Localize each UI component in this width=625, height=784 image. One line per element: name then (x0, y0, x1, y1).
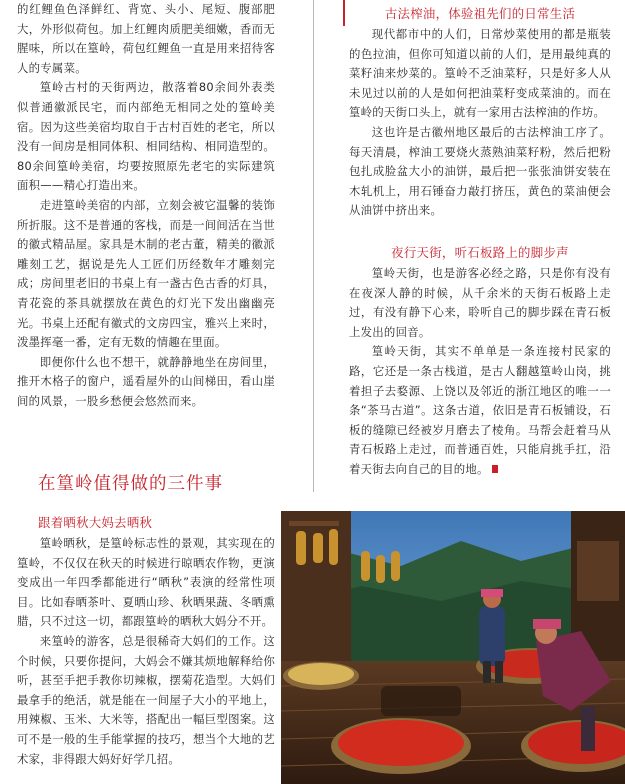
column-divider (313, 0, 314, 492)
paragraph: 走进篁岭美宿的内部，立刻会被它温馨的装饰所折服。这不是普通的客栈，而是一间间活在当世的徽式精品屋。家具是木制的老古董，精美的徽派雕刻工艺，据说是先人工匠们历经数年才雕刻完成；房间里老旧的书桌上有一盏古色古香的灯具，青花瓷的茶具就摆放在黄色的灯光下发出幽幽亮光。书桌上还配有徽式的文房四宝，雅兴上来时，泼墨挥毫一番，定有无数的情趣在里面。 (17, 197, 275, 350)
paragraph: 篁岭晒秋，是篁岭标志性的景观，其实现在的篁岭，不仅仅在秋天的时候进行晾晒农作物，更演变成出一年四季都能进行“晒秋”表演的经常性项目。比如春晒茶叶、夏晒山珍、秋晒果蔬、冬晒熏腊，只不过这一切，都跟篁岭的晒秋大妈分不开。 (17, 536, 275, 629)
section-text (17, 513, 275, 769)
paragraph-text: 篁岭天街，其实不单单是一条连接村民家的路，它还是一条古栈道，是古人翻越篁岭山岗，挑着担子去婺源、上饶以及邻近的浙江地区的唯一一条“茶马古道”。这条古道，依旧是青石板铺设，石板的缝隙已经被岁月磨去了棱角。马帮会赶着马从青石板路上走过，而普通百姓，只能肩挑手扛，沿着天街去向自己的目的地。 (349, 344, 611, 476)
section-title: 在篁岭值得做的三件事 (38, 474, 223, 494)
paragraph: 来篁岭的游客，总是很稀奇大妈们的工作。这个时候，只要你提问，大妈会不嫌其烦地解释给你听，甚至手把手教你切辣椒，摆菊花造型。大妈们最拿手的绝活，就是能在一间屋子大小的平地上，用辣椒、玉米、大米等，搭配出一幅巨型图案。这可不是一般的生手能掌握的技巧，想当个大地的艺术家，非得跟大妈好好学几招。 (17, 633, 275, 766)
paragraph: 这也许是古徽州地区最后的古法榨油工序了。每天清晨，榨油工要烧火蒸熟油菜籽粉，然后把粉包扎成脸盆大小的油饼，最后把一张张油饼安装在木轧机上，用石锤奋力敲打挤压，黄色的菜油便会从油饼中挤出来。 (349, 124, 611, 218)
paragraph: 的红鲤鱼色泽鲜红、背宽、头小、尾短、腹部肥大，外形似荷包。加上红鲤肉质肥美细嫩，香而无腥味，所以在篁岭，荷包红鲤鱼一直是用来招待客人的专属菜。 (17, 2, 275, 75)
paragraph (349, 342, 611, 479)
paragraph: 现代都市中的人们，日常炒菜使用的都是瓶装的色拉油，但你可知道以前的人们，是用最纯真的菜籽油来炒菜的。篁岭不乏油菜籽，只是好多人从未见过以前的人是如何把油菜籽变成菜油的。而在篁岭的天街口头上，就有一家用古法榨油的作坊。 (349, 27, 611, 120)
end-mark-icon (492, 465, 498, 473)
paragraph: 篁岭古村的天街两边，散落着80余间外表类似普通徽派民宅，而内部绝无相同之处的篁岭美宿。因为这些美宿均取自于古村百姓的老宅，所以没有一间房是相同体积、相同结构、相同造型的。80余间篁岭美宿，均要按照原先老宅的实际建筑面积——精心打造出来。 (17, 80, 275, 193)
paragraph: 即便你什么也不想干，就静静地坐在房间里，推开木格子的窗户，遥看屋外的山间梯田，看山崖间的风景，一股乡愁便会悠然而来。 (17, 354, 275, 408)
corner-ornament (343, 0, 345, 26)
right-column-text (349, 4, 611, 479)
photo-drying-harvest (281, 511, 625, 784)
left-column-text (17, 0, 275, 411)
subheading-drying: 跟着晒秋大妈去晒秋 (38, 515, 153, 530)
subheading-night-walk: 夜行天街，听石板路上的脚步声 (391, 244, 569, 260)
subheading-oil-pressing: 古法榨油，体验祖先们的日常生活 (384, 6, 576, 21)
paragraph: 篁岭天街，也是游客必经之路，只是你有没有在夜深人静的时候，从千余米的天街石板路上走过，有没有静下心来，聆听自己的脚步踩在青石板上发出的回音。 (349, 265, 611, 339)
photo-illustration (281, 511, 625, 784)
